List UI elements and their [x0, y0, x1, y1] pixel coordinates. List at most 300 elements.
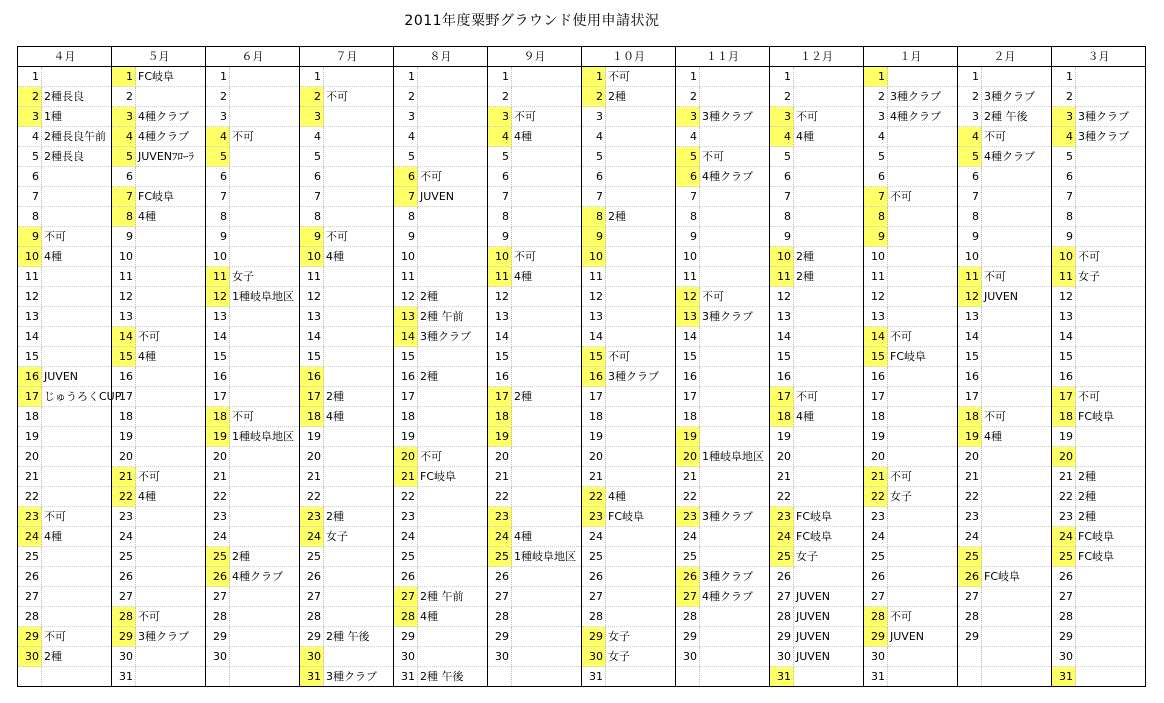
day-note: [888, 267, 958, 287]
day-note: [700, 527, 770, 547]
day-note: JUVEN: [794, 627, 864, 647]
day-note: [982, 167, 1052, 187]
day-row: [18, 387, 1146, 407]
day-number: 3: [582, 107, 606, 127]
day-note: 4種: [512, 527, 582, 547]
day-number: 15: [300, 347, 324, 367]
day-number: 1: [582, 67, 606, 87]
day-number: 2: [18, 87, 42, 107]
day-number: 1: [206, 67, 230, 87]
day-number: 3: [206, 107, 230, 127]
day-number: 18: [18, 407, 42, 427]
day-note: [512, 407, 582, 427]
day-note: 4種クラブ: [136, 127, 206, 147]
day-number: 14: [1052, 327, 1076, 347]
day-number: 25: [206, 547, 230, 567]
day-note: [982, 527, 1052, 547]
day-note: 不可: [418, 447, 488, 467]
day-row: [18, 587, 1146, 607]
day-note: [794, 207, 864, 227]
day-number: 6: [394, 167, 418, 187]
month-header-row: [18, 47, 1146, 67]
day-note: [606, 287, 676, 307]
day-note: [324, 647, 394, 667]
day-number: 22: [770, 487, 794, 507]
day-number: 20: [394, 447, 418, 467]
day-number: 30: [676, 647, 700, 667]
day-note: 4種: [42, 527, 112, 547]
day-number: 24: [300, 527, 324, 547]
day-note: 不可: [512, 107, 582, 127]
day-note: 2種: [606, 87, 676, 107]
day-number: 2: [112, 87, 136, 107]
day-note: [324, 547, 394, 567]
day-note: [42, 267, 112, 287]
day-number: 16: [864, 367, 888, 387]
day-row: [18, 167, 1146, 187]
day-number: 4: [770, 127, 794, 147]
day-note: [794, 367, 864, 387]
day-number: 28: [300, 607, 324, 627]
day-note: [230, 647, 300, 667]
day-note: 女子: [888, 487, 958, 507]
day-note: [512, 287, 582, 307]
day-note: [888, 67, 958, 87]
day-number: 23: [18, 507, 42, 527]
day-number: 27: [488, 587, 512, 607]
day-note: [606, 247, 676, 267]
day-number: 12: [1052, 287, 1076, 307]
day-number: 5: [770, 147, 794, 167]
day-number: 24: [770, 527, 794, 547]
day-note: 不可: [888, 467, 958, 487]
day-number: 27: [1052, 587, 1076, 607]
day-number: 15: [958, 347, 982, 367]
day-note: 1種: [42, 107, 112, 127]
day-number: 28: [864, 607, 888, 627]
day-number: 18: [864, 407, 888, 427]
day-number: 15: [206, 347, 230, 367]
day-note: [230, 147, 300, 167]
day-note: [136, 567, 206, 587]
day-number: 3: [300, 107, 324, 127]
day-note: 4種: [324, 247, 394, 267]
day-number: 31: [112, 667, 136, 687]
day-note: [888, 167, 958, 187]
schedule-table: [17, 46, 1146, 687]
day-note: 4種クラブ: [230, 567, 300, 587]
day-note: FC岐阜: [982, 567, 1052, 587]
day-note: [136, 587, 206, 607]
day-number: 16: [676, 367, 700, 387]
day-note: [1076, 447, 1146, 467]
day-number: 7: [18, 187, 42, 207]
day-note: [982, 487, 1052, 507]
day-number: 9: [18, 227, 42, 247]
day-note: [982, 387, 1052, 407]
day-note: [136, 407, 206, 427]
day-number: 25: [300, 547, 324, 567]
day-number: 15: [394, 347, 418, 367]
day-note: [794, 447, 864, 467]
day-note: [512, 627, 582, 647]
day-number: 12: [112, 287, 136, 307]
day-number: 28: [1052, 607, 1076, 627]
day-number: 28: [18, 607, 42, 627]
day-note: 3種クラブ: [1076, 127, 1146, 147]
day-number: 16: [206, 367, 230, 387]
day-number: 29: [206, 627, 230, 647]
day-number: 24: [112, 527, 136, 547]
day-number: 4: [864, 127, 888, 147]
day-note: 4種: [136, 347, 206, 367]
day-note: FC岐阜: [1076, 407, 1146, 427]
day-number: 11: [1052, 267, 1076, 287]
day-note: [982, 67, 1052, 87]
day-note: 4種クラブ: [888, 107, 958, 127]
day-note: 4種: [136, 207, 206, 227]
day-number: 20: [488, 447, 512, 467]
day-note: 4種: [324, 407, 394, 427]
day-note: [418, 387, 488, 407]
day-note: 2種 午後: [982, 107, 1052, 127]
day-number: 13: [864, 307, 888, 327]
day-note: FC岐阜: [794, 507, 864, 527]
day-note: 2種: [418, 367, 488, 387]
day-note: FC岐阜: [794, 527, 864, 547]
day-number: 5: [112, 147, 136, 167]
day-number: 9: [300, 227, 324, 247]
day-number: 17: [394, 387, 418, 407]
day-note: [324, 107, 394, 127]
day-number: 3: [864, 107, 888, 127]
day-number: 22: [206, 487, 230, 507]
day-note: 4種クラブ: [136, 107, 206, 127]
day-number: 25: [864, 547, 888, 567]
day-row: [18, 287, 1146, 307]
day-note: [136, 427, 206, 447]
day-note: [230, 527, 300, 547]
day-number: 2: [488, 87, 512, 107]
day-number: 3: [1052, 107, 1076, 127]
day-row: [18, 647, 1146, 667]
day-number: 26: [676, 567, 700, 587]
day-note: [42, 327, 112, 347]
day-number: 24: [864, 527, 888, 547]
day-number: 26: [864, 567, 888, 587]
day-note: 2種: [512, 387, 582, 407]
day-number: 21: [488, 467, 512, 487]
day-number: 7: [488, 187, 512, 207]
day-note: [888, 227, 958, 247]
day-note: 不可: [324, 87, 394, 107]
day-number: 11: [206, 267, 230, 287]
day-note: 1種岐阜地区: [230, 287, 300, 307]
day-note: 不可: [1076, 247, 1146, 267]
day-note: JUVEN: [794, 607, 864, 627]
day-note: [700, 607, 770, 627]
day-number: 23: [300, 507, 324, 527]
day-number: 18: [582, 407, 606, 427]
day-note: [418, 67, 488, 87]
day-note: 2種: [418, 287, 488, 307]
day-note: [700, 647, 770, 667]
day-note: [42, 667, 112, 687]
day-note: [700, 87, 770, 107]
day-number: 20: [864, 447, 888, 467]
day-number: 1: [1052, 67, 1076, 87]
day-note: [136, 647, 206, 667]
day-note: [324, 567, 394, 587]
day-number: 23: [394, 507, 418, 527]
day-number: 5: [1052, 147, 1076, 167]
day-number: 11: [582, 267, 606, 287]
day-number: [958, 647, 982, 667]
day-note: [42, 587, 112, 607]
day-note: [888, 387, 958, 407]
day-number: 22: [864, 487, 888, 507]
day-number: 13: [112, 307, 136, 327]
day-note: [230, 387, 300, 407]
day-note: [888, 667, 958, 687]
day-number: 8: [864, 207, 888, 227]
day-note: JUVEN: [418, 187, 488, 207]
day-note: [700, 387, 770, 407]
day-note: [888, 427, 958, 447]
day-number: 25: [18, 547, 42, 567]
day-number: 9: [1052, 227, 1076, 247]
day-note: 不可: [888, 187, 958, 207]
day-number: 25: [958, 547, 982, 567]
day-number: 6: [18, 167, 42, 187]
day-note: [42, 447, 112, 467]
day-number: 19: [864, 427, 888, 447]
day-note: 3種クラブ: [606, 367, 676, 387]
day-note: 2種 午後: [418, 667, 488, 687]
day-note: 不可: [418, 167, 488, 187]
day-number: 16: [394, 367, 418, 387]
day-number: 12: [582, 287, 606, 307]
day-note: [512, 487, 582, 507]
day-number: 26: [300, 567, 324, 587]
day-note: 2種 午後: [324, 627, 394, 647]
day-note: [888, 547, 958, 567]
day-number: 26: [488, 567, 512, 587]
day-number: 10: [206, 247, 230, 267]
day-number: 11: [864, 267, 888, 287]
day-note: [982, 447, 1052, 467]
day-number: 27: [864, 587, 888, 607]
day-note: [512, 147, 582, 167]
day-note: [888, 567, 958, 587]
day-note: [1076, 87, 1146, 107]
day-note: 3種クラブ: [700, 507, 770, 527]
day-number: 18: [770, 407, 794, 427]
day-number: 9: [770, 227, 794, 247]
day-number: 19: [676, 427, 700, 447]
day-number: 31: [582, 667, 606, 687]
day-number: 26: [770, 567, 794, 587]
day-note: [1076, 147, 1146, 167]
day-number: 16: [300, 367, 324, 387]
month-header: ７月: [300, 47, 394, 67]
day-number: 2: [864, 87, 888, 107]
day-number: 11: [958, 267, 982, 287]
day-number: 10: [18, 247, 42, 267]
day-note: [982, 367, 1052, 387]
day-note: 不可: [982, 267, 1052, 287]
day-note: 3種クラブ: [888, 87, 958, 107]
day-number: 27: [394, 587, 418, 607]
day-number: 5: [958, 147, 982, 167]
day-note: 2種 午前: [418, 307, 488, 327]
day-number: 12: [958, 287, 982, 307]
day-number: 30: [582, 647, 606, 667]
day-number: 7: [958, 187, 982, 207]
day-note: 不可: [42, 227, 112, 247]
day-note: [1076, 627, 1146, 647]
day-note: [324, 187, 394, 207]
day-note: [606, 327, 676, 347]
day-note: 不可: [888, 607, 958, 627]
day-number: 5: [582, 147, 606, 167]
day-note: 2種: [606, 207, 676, 227]
day-note: [700, 367, 770, 387]
day-note: [42, 407, 112, 427]
day-number: 10: [676, 247, 700, 267]
day-number: 22: [1052, 487, 1076, 507]
day-number: 10: [864, 247, 888, 267]
day-number: 26: [112, 567, 136, 587]
day-note: [512, 607, 582, 627]
day-row: [18, 607, 1146, 627]
day-note: [794, 667, 864, 687]
day-row: [18, 207, 1146, 227]
day-row: [18, 467, 1146, 487]
day-note: [418, 407, 488, 427]
day-note: [418, 247, 488, 267]
day-number: 6: [864, 167, 888, 187]
day-note: 1種岐阜地区: [230, 427, 300, 447]
day-note: [136, 667, 206, 687]
day-number: 24: [394, 527, 418, 547]
day-note: [136, 247, 206, 267]
day-note: [324, 447, 394, 467]
day-number: 20: [112, 447, 136, 467]
day-note: [606, 387, 676, 407]
day-number: [18, 667, 42, 687]
day-note: [700, 247, 770, 267]
day-note: [700, 487, 770, 507]
day-number: 5: [18, 147, 42, 167]
day-note: [1076, 207, 1146, 227]
day-note: [606, 567, 676, 587]
day-note: [606, 547, 676, 567]
day-note: [230, 487, 300, 507]
day-note: [136, 87, 206, 107]
day-note: [1076, 327, 1146, 347]
day-note: [512, 307, 582, 327]
day-number: 22: [394, 487, 418, 507]
day-note: [418, 507, 488, 527]
day-note: 不可: [136, 607, 206, 627]
day-note: [230, 347, 300, 367]
day-note: [512, 467, 582, 487]
day-number: 25: [1052, 547, 1076, 567]
day-row: [18, 667, 1146, 687]
day-number: 5: [300, 147, 324, 167]
day-note: [324, 67, 394, 87]
day-row: [18, 67, 1146, 87]
day-note: [230, 107, 300, 127]
day-note: [324, 167, 394, 187]
day-note: [136, 307, 206, 327]
day-number: 20: [18, 447, 42, 467]
day-row: [18, 487, 1146, 507]
day-row: [18, 427, 1146, 447]
day-note: [982, 547, 1052, 567]
day-note: [42, 167, 112, 187]
day-note: [42, 347, 112, 367]
day-note: [888, 127, 958, 147]
day-number: 28: [488, 607, 512, 627]
day-number: 30: [1052, 647, 1076, 667]
day-note: [512, 507, 582, 527]
day-number: 8: [488, 207, 512, 227]
day-number: 11: [300, 267, 324, 287]
day-note: [982, 247, 1052, 267]
day-note: [888, 527, 958, 547]
day-number: 2: [1052, 87, 1076, 107]
day-number: 15: [488, 347, 512, 367]
day-note: [512, 167, 582, 187]
day-number: 1: [112, 67, 136, 87]
month-header: １月: [864, 47, 958, 67]
day-note: [512, 667, 582, 687]
day-number: [206, 667, 230, 687]
day-number: 15: [582, 347, 606, 367]
day-note: [1076, 647, 1146, 667]
day-note: [418, 207, 488, 227]
day-number: 2: [300, 87, 324, 107]
day-note: [606, 607, 676, 627]
day-note: [700, 467, 770, 487]
day-note: [42, 467, 112, 487]
day-note: 4種: [606, 487, 676, 507]
day-number: 16: [958, 367, 982, 387]
day-note: [700, 547, 770, 567]
day-note: [512, 347, 582, 367]
day-note: [794, 467, 864, 487]
day-number: 27: [582, 587, 606, 607]
day-number: 10: [394, 247, 418, 267]
day-number: 3: [394, 107, 418, 127]
day-row: [18, 547, 1146, 567]
day-note: [606, 667, 676, 687]
day-number: 24: [1052, 527, 1076, 547]
day-note: じゅうろくCUP: [42, 387, 112, 407]
day-note: [418, 127, 488, 147]
day-row: [18, 367, 1146, 387]
month-header: ４月: [18, 47, 112, 67]
day-number: 10: [488, 247, 512, 267]
day-note: [418, 147, 488, 167]
day-number: 19: [582, 427, 606, 447]
day-number: 9: [958, 227, 982, 247]
day-note: [230, 627, 300, 647]
day-note: 不可: [324, 227, 394, 247]
day-number: 3: [18, 107, 42, 127]
